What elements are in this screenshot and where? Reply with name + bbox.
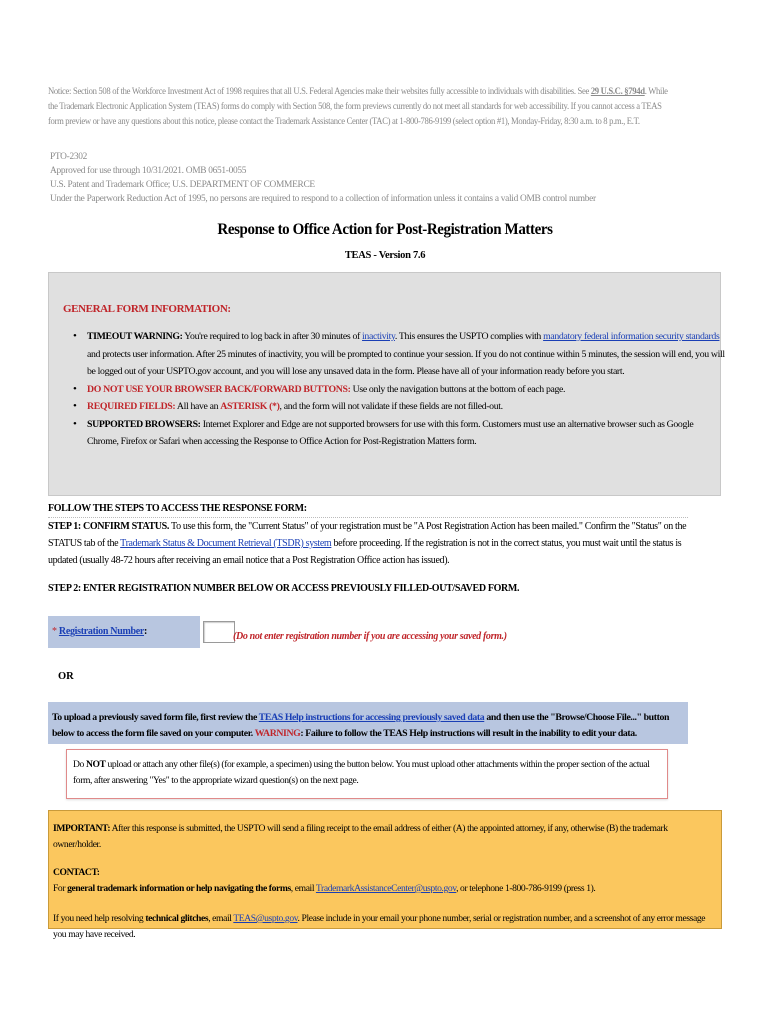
follow-steps-section xyxy=(48,500,688,569)
step1-paragraph xyxy=(48,518,688,569)
timeout-warning-item xyxy=(87,328,727,381)
contact-technical-text-2: , email xyxy=(208,913,234,924)
contact-general-text-2: , email xyxy=(290,883,316,894)
registration-number-label xyxy=(48,616,200,648)
registration-note: (Do not enter registration number if you are accessing your saved form.) xyxy=(233,631,507,642)
supported-browsers-text: Internet Explorer and Edge are not supported browsers for use with this form. Customers must use an alternative browser such as Google Chrome, Firefox or Safari when accessing the Response to Office Action for Post-Registration Matters form. xyxy=(87,418,694,447)
notice-text-pre: Notice: Section 508 of the Workforce Investment Act of 1998 requires that all U.S. Federal Agencies make their websites fully accessible to individuals with disabilities. See xyxy=(48,87,591,97)
general-info-box xyxy=(48,272,725,496)
timeout-text: You're required to log back in after 30 minutes of xyxy=(182,331,363,342)
important-text: After this response is submitted, the USPTO will send a filing receipt to the email address of either (A) the appointed attorney, if any, otherwise (B) the trademark owner/holder. xyxy=(53,823,668,850)
inactivity-link[interactable]: inactivity xyxy=(362,331,395,342)
teas-email-link[interactable]: TEAS@uspto.gov xyxy=(233,913,298,924)
contact-general xyxy=(53,881,715,897)
important-contact-box xyxy=(48,810,722,940)
required-asterisk: * xyxy=(52,626,57,637)
step1-text: To use this form, the "Current Status" of your registration must be "A Post Registration Action has been mailed." Confirm the "Status" on the STATUS tab of the xyxy=(48,521,687,549)
timeout-text-2: . This ensures the USPTO complies with xyxy=(394,331,544,342)
step2-heading: STEP 2: ENTER REGISTRATION NUMBER BELOW OR ACCESS PREVIOUSLY FILLED-OUT/SAVED FORM. xyxy=(48,583,520,594)
step1-label: STEP 1: CONFIRM STATUS. xyxy=(48,521,170,532)
contact-general-text-3: , or telephone 1-800-786-9199 (press 1). xyxy=(456,883,596,894)
required-fields-label: REQUIRED FIELDS: xyxy=(87,401,176,412)
not-emphasis: NOT xyxy=(85,759,106,770)
back-forward-label: DO NOT USE YOUR BROWSER BACK/FORWARD BUTTONS: xyxy=(87,383,351,395)
usc-794d-link[interactable]: 29 U.S.C. §794d xyxy=(590,87,645,97)
timeout-text-3: and protects user information. After 25 minutes of inactivity, you will be prompted to continue your session. If you do not continue within 5 minutes, the session will end, you will be logged out of your USPTO.gov account, and you will lose any unsaved data in the form. Please have all of your information ready before you start. xyxy=(87,348,725,377)
upload-text: To upload a previously saved form file, first review the xyxy=(52,712,259,723)
back-forward-item xyxy=(87,381,727,399)
agency-name: U.S. Patent and Trademark Office; U.S. DEPARTMENT OF COMMERCE xyxy=(50,180,315,190)
general-info-list xyxy=(63,328,727,451)
label-colon: : xyxy=(144,626,148,637)
form-number: PTO-2302 xyxy=(50,152,88,162)
registration-number-input[interactable] xyxy=(203,621,235,643)
donot-text: Do xyxy=(73,759,86,770)
follow-steps-heading: FOLLOW THE STEPS TO ACCESS THE RESPONSE FORM: xyxy=(48,500,688,518)
registration-number-help-link[interactable]: Registration Number xyxy=(58,626,145,637)
contact-technical-text: If you need help resolving xyxy=(53,913,146,924)
contact-technical-text-3: . Please include in your email your phone number, serial or registration number, and a screenshot of any error message you may have received. xyxy=(53,913,706,940)
paperwork-notice: Under the Paperwork Reduction Act of 1995, no persons are required to respond to a collection of information unless it contains a valid OMB control number xyxy=(50,194,596,204)
contact-general-text: For xyxy=(53,883,68,894)
warning-label: WARNING xyxy=(254,728,301,739)
supported-browsers-label: SUPPORTED BROWSERS: xyxy=(87,418,201,430)
security-standards-link[interactable]: mandatory federal information security standards xyxy=(543,331,720,342)
or-separator: OR xyxy=(58,671,74,682)
omb-block xyxy=(50,150,596,206)
notice-text-post: . While the Trademark Electronic Application System (TEAS) forms do comply with Section 508, the form previews currently do not meet all standards for web accessibility. If you cannot access a TEAS form preview or have any questions about this notice, please contact the Trademark Assistance Center (TAC) at 1-800-786-9199 (select option #1), Monday-Friday, 8:30 a.m. to 8 p.m., E.T. xyxy=(48,87,668,127)
important-label: IMPORTANT: xyxy=(53,823,111,834)
general-info-heading: GENERAL FORM INFORMATION: xyxy=(63,303,231,315)
tsdr-link[interactable]: Trademark Status & Document Retrieval (TSDR) system xyxy=(120,538,332,549)
accessibility-notice xyxy=(48,85,670,130)
timeout-label: TIMEOUT WARNING: xyxy=(87,331,183,342)
omb-approval: Approved for use through 10/31/2021. OMB 0651-0055 xyxy=(50,166,247,176)
contact-technical xyxy=(53,911,715,943)
upload-text-2: and then use the "Browse/Choose File..." button below to access the form file saved on your computer. xyxy=(52,712,669,739)
donot-text-2: upload or attach any other file(s) (for example, a specimen) using the button below. You must upload other attachments within the proper section of the actual form, after answering "Yes" to the appropriate wizard question(s) on the next page. xyxy=(73,759,650,786)
tac-email-link[interactable]: TrademarkAssistanceCenter@uspto.gov xyxy=(315,883,457,894)
required-fields-item xyxy=(87,398,727,416)
teas-help-link[interactable]: TEAS Help instructions for accessing previously saved data xyxy=(258,712,485,723)
upload-text-3: : Failure to follow the TEAS Help instructions will result in the inability to edit your data. xyxy=(300,728,637,739)
required-fields-text-2: , and the form will not validate if these fields are not filled-out. xyxy=(279,401,503,412)
contact-general-bold: general trademark information or help navigating the forms xyxy=(67,883,291,894)
contact-heading xyxy=(53,865,715,881)
version-subtitle: TEAS - Version 7.6 xyxy=(344,250,426,261)
contact-label: CONTACT: xyxy=(53,867,100,878)
contact-technical-bold: technical glitches xyxy=(145,913,209,924)
step1-text-2: before proceeding. If the registration is not in the correct status, you must wait until the status is updated (usually 48-72 hours after receiving an email notice that a Post Registration Office action has issued). xyxy=(48,538,682,566)
back-forward-text: Use only the navigation buttons at the bottom of each page. xyxy=(350,383,566,395)
required-fields-text: All have an xyxy=(175,401,221,412)
important-paragraph xyxy=(53,821,715,853)
page-title: Response to Office Action for Post-Registration Matters xyxy=(217,221,553,239)
do-not-upload-notice xyxy=(66,749,668,799)
asterisk-label: ASTERISK (*) xyxy=(220,401,280,412)
supported-browsers-item xyxy=(87,416,727,451)
upload-instructions xyxy=(48,702,688,744)
